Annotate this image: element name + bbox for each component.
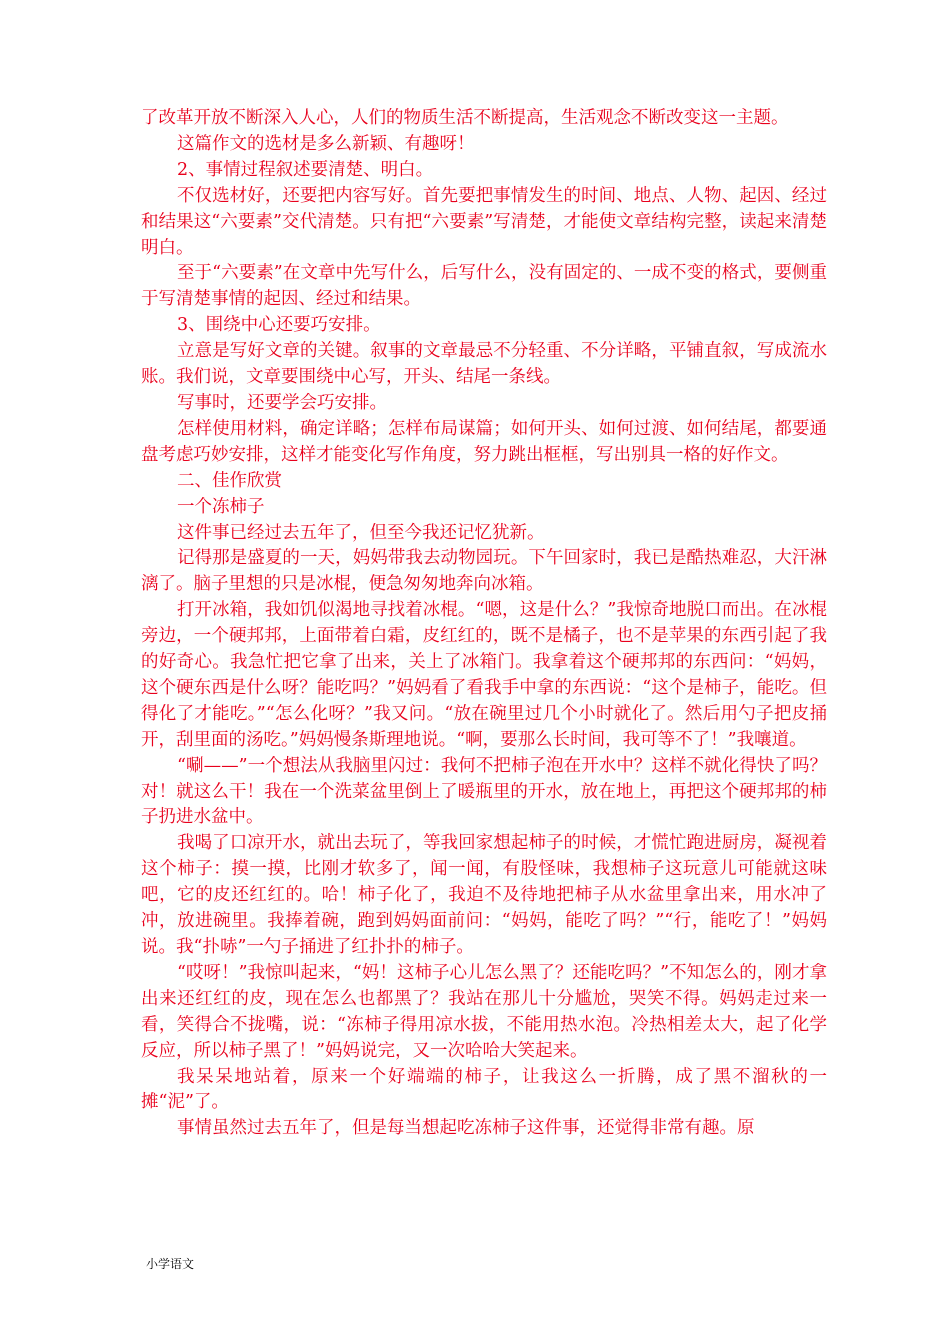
document-body <box>141 106 827 1142</box>
footer-text: 小学语文 <box>146 1257 195 1271</box>
paragraph: “哎呀！”我惊叫起来，“妈！这柿子心儿怎么黑了？还能吃吗？”不知怎么的，刚才拿出来还红红的皮，现在怎么也都黑了？我站在那儿十分尴尬，哭笑不得。妈妈走过来一看，笑得合不拢嘴，说：“冻柿子得用凉水拔，不能用热水泡。冷热相差太大，起了化学反应，所以柿子黑了！”妈妈说完，又一次哈哈大笑起来。 <box>141 962 827 1061</box>
paragraph: 怎样使用材料，确定详略；怎样布局谋篇；如何开头、如何过渡、如何结尾，都要通盘考虑巧妙安排，这样才能变化写作角度，努力跳出框框，写出别具一格的好作文。 <box>141 418 827 465</box>
paragraph: 3、围绕中心还要巧安排。 <box>177 315 381 336</box>
paragraph: 我呆呆地站着，原来一个好端端的柿子，让我这么一折腾，成了黑不溜秋的一摊“泥”了。 <box>141 1066 827 1113</box>
paragraph: 打开冰箱，我如饥似渴地寻找着冰棍。“嗯，这是什么？”我惊奇地脱口而出。在冰棍旁边，一个硬邦邦，上面带着白霜，皮红红的，既不是橘子，也不是苹果的东西引起了我的好奇心。我急忙把它拿了出来，关上了冰箱门。我拿着这个硬邦邦的东西问：“妈妈，这个硬东西是什么呀？能吃吗？”妈妈看了看我手中拿的东西说：“这个是柿子，能吃。但得化了才能吃。”“怎么化呀？”我又问。“放在碗里过几个小时就化了。然后用勺子把皮捅开，刮里面的汤吃。”妈妈慢条斯理地说。“啊，要那么长时间，我可等不了！”我嚷道。 <box>141 600 827 750</box>
paragraph: 我喝了口凉开水，就出去玩了，等我回家想起柿子的时候，才慌忙跑进厨房，凝视着这个柿子：摸一摸，比刚才软多了，闻一闻，有股怪味，我想柿子这玩意儿可能就这味吧，它的皮还红红的。哈！柿子化了，我迫不及待地把柿子从水盆里拿出来，用水冲了冲，放进碗里。我捧着碗，跑到妈妈面前问：“妈妈，能吃了吗？”“行，能吃了！”妈妈说。我“扑哧”一勺子捅进了红扑扑的柿子。 <box>141 833 827 957</box>
paragraph: 至于“六要素”在文章中先写什么，后写什么，没有固定的、一成不变的格式，要侧重于写清楚事情的起因、经过和结果。 <box>141 263 827 310</box>
paragraph: 这件事已经过去五年了，但至今我还记忆犹新。 <box>177 522 545 543</box>
paragraph: 一个冻柿子 <box>177 496 265 517</box>
paragraph: 这篇作文的选材是多么新颖、有趣呀！ <box>177 133 475 154</box>
paragraph: 不仅选材好，还要把内容写好。首先要把事情发生的时间、地点、人物、起因、经过和结果这“六要素”交代清楚。只有把“六要素”写清楚，才能使文章结构完整，读起来清楚明白。 <box>141 185 827 258</box>
paragraph: 写事时，还要学会巧安排。 <box>177 392 387 413</box>
page-footer <box>146 1256 198 1272</box>
paragraph: 事情虽然过去五年了，但是每当想起吃冻柿子这件事，还觉得非常有趣。原 <box>177 1118 755 1139</box>
paragraph: “唰——”一个想法从我脑里闪过：我何不把柿子泡在开水中？这样不就化得快了吗？对！就这么干！我在一个洗菜盆里倒上了暖瓶里的开水，放在地上，再把这个硬邦邦的柿子扔进水盆中。 <box>141 755 827 828</box>
paragraph: 二、佳作欣赏 <box>177 470 282 491</box>
paragraph: 记得那是盛夏的一天，妈妈带我去动物园玩。下午回家时，我已是酷热难忍，大汗淋漓了。脑子里想的只是冰棍，便急匆匆地奔向冰箱。 <box>141 548 827 595</box>
paragraph: 立意是写好文章的关键。叙事的文章最忌不分轻重、不分详略，平铺直叙，写成流水账。我们说，文章要围绕中心写，开头、结尾一条线。 <box>141 341 827 388</box>
paragraph: 2、事情过程叙述要清楚、明白。 <box>177 159 434 180</box>
paragraph: 了改革开放不断深入人心，人们的物质生活不断提高，生活观念不断改变这一主题。 <box>141 108 789 128</box>
